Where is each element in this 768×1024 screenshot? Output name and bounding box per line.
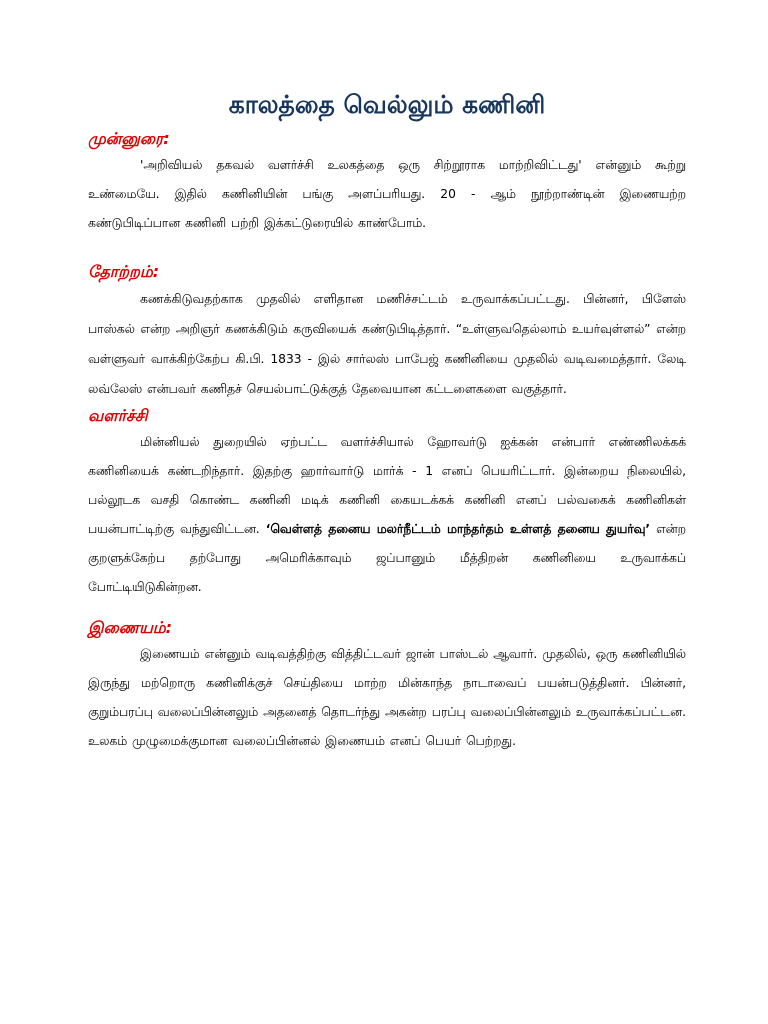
section-origin [88,260,686,404]
section-paragraph-origin: கணக்கிடுவதற்காக முதலில் எளிதான மணிச்சட்டம் உருவாக்கப்பட்டது. பின்னர், பிளேஸ் பாஸ்கல் என்ற அறிஞர் கணக்கிடும் கருவியைக் கண்டுபிடித்தார். “உள்ளுவதெல்லாம் உயர்வுள்ளல்” என்ற வள்ளுவர் வாக்கிற்கேற்ப கி.பி. 1833 - இல் சார்லஸ் பாபேஜ் கணினியை முதலில் வடிவமைத்தார். லேடி லவ்லேஸ் என்பவர் கணிதச் செயல்பாட்டுக்குத் தேவையான கட்டளைகளை வகுத்தார். [88,292,686,396]
section-heading-growth: வளர்ச்சி [88,406,148,425]
section-heading-introduction: முன்னுரை: [88,129,170,148]
section-introduction [88,127,686,238]
growth-text-before-quote: மின்னியல் துறையில் ஏற்பட்ட வளர்ச்சியால் ஹோவர்டு ஐக்கன் என்பார் எண்ணிலக்கக் கணினியைக் கண்டறிந்தார். இதற்கு ஹார்வார்டு மார்க் - 1 எனப் பெயரிட்டார். இன்றைய நிலையில், பல்லூடக வசதி கொண்ட கணினி மடிக் கணினி கையடக்கக் கணினி எனப் பல்வகைக் கணினிகள் பயன்பாட்டிற்கு வந்துவிட்டன. [88,435,686,536]
section-heading-internet: இணையம்: [88,618,173,637]
section-heading-origin: தோற்றம்: [88,262,160,281]
section-internet [88,616,686,756]
section-paragraph-growth [88,428,686,602]
section-paragraph-internet: இணையம் என்னும் வடிவத்திற்கு வித்திட்டவர் ஜான் பாஸ்டல் ஆவார். முதலில், ஒரு கணினியில் இருந்து மற்றொரு கணினிக்குச் செய்தியை மாற்ற மின்காந்த நாடாவைப் பயன்படுத்தினர். பின்னர், குறும்பரப்பு வலைப்பின்னலும் அதனைத் தொடர்ந்து அகன்ற பரப்பு வலைப்பின்னலும் உருவாக்கப்பட்டன. உலகம் முழுமைக்குமான வலைப்பின்னல் இணையம் எனப் பெயர் பெற்றது. [88,647,686,748]
kural-quote: ‘வெள்ளத் தனைய மலர்நீட்டம் மாந்தர்தம் உள்ளத் தனைய துயர்வு’ [265,522,651,536]
section-growth [88,404,686,602]
section-paragraph-introduction: 'அறிவியல் தகவல் வளர்ச்சி உலகத்தை ஒரு சிற்றூராக மாற்றிவிட்டது' என்னும் கூற்று உண்மையே. இதில் கணினியின் பங்கு அளப்பரியது. 20 - ஆம் நூற்றாண்டின் இணையற்ற கண்டுபிடிப்பான கணினி பற்றி இக்கட்டுரையில் காண்போம். [88,158,686,230]
document-title: காலத்தை வெல்லும் கணினி [228,90,546,119]
growth-text-after-quote: என்ற குறளுக்கேற்ப தற்போது அமெரிக்காவும் ஜப்பானும் மீத்திறன் கணினியை உருவாக்கப் போட்டியிடுகின்றன. [88,522,686,594]
